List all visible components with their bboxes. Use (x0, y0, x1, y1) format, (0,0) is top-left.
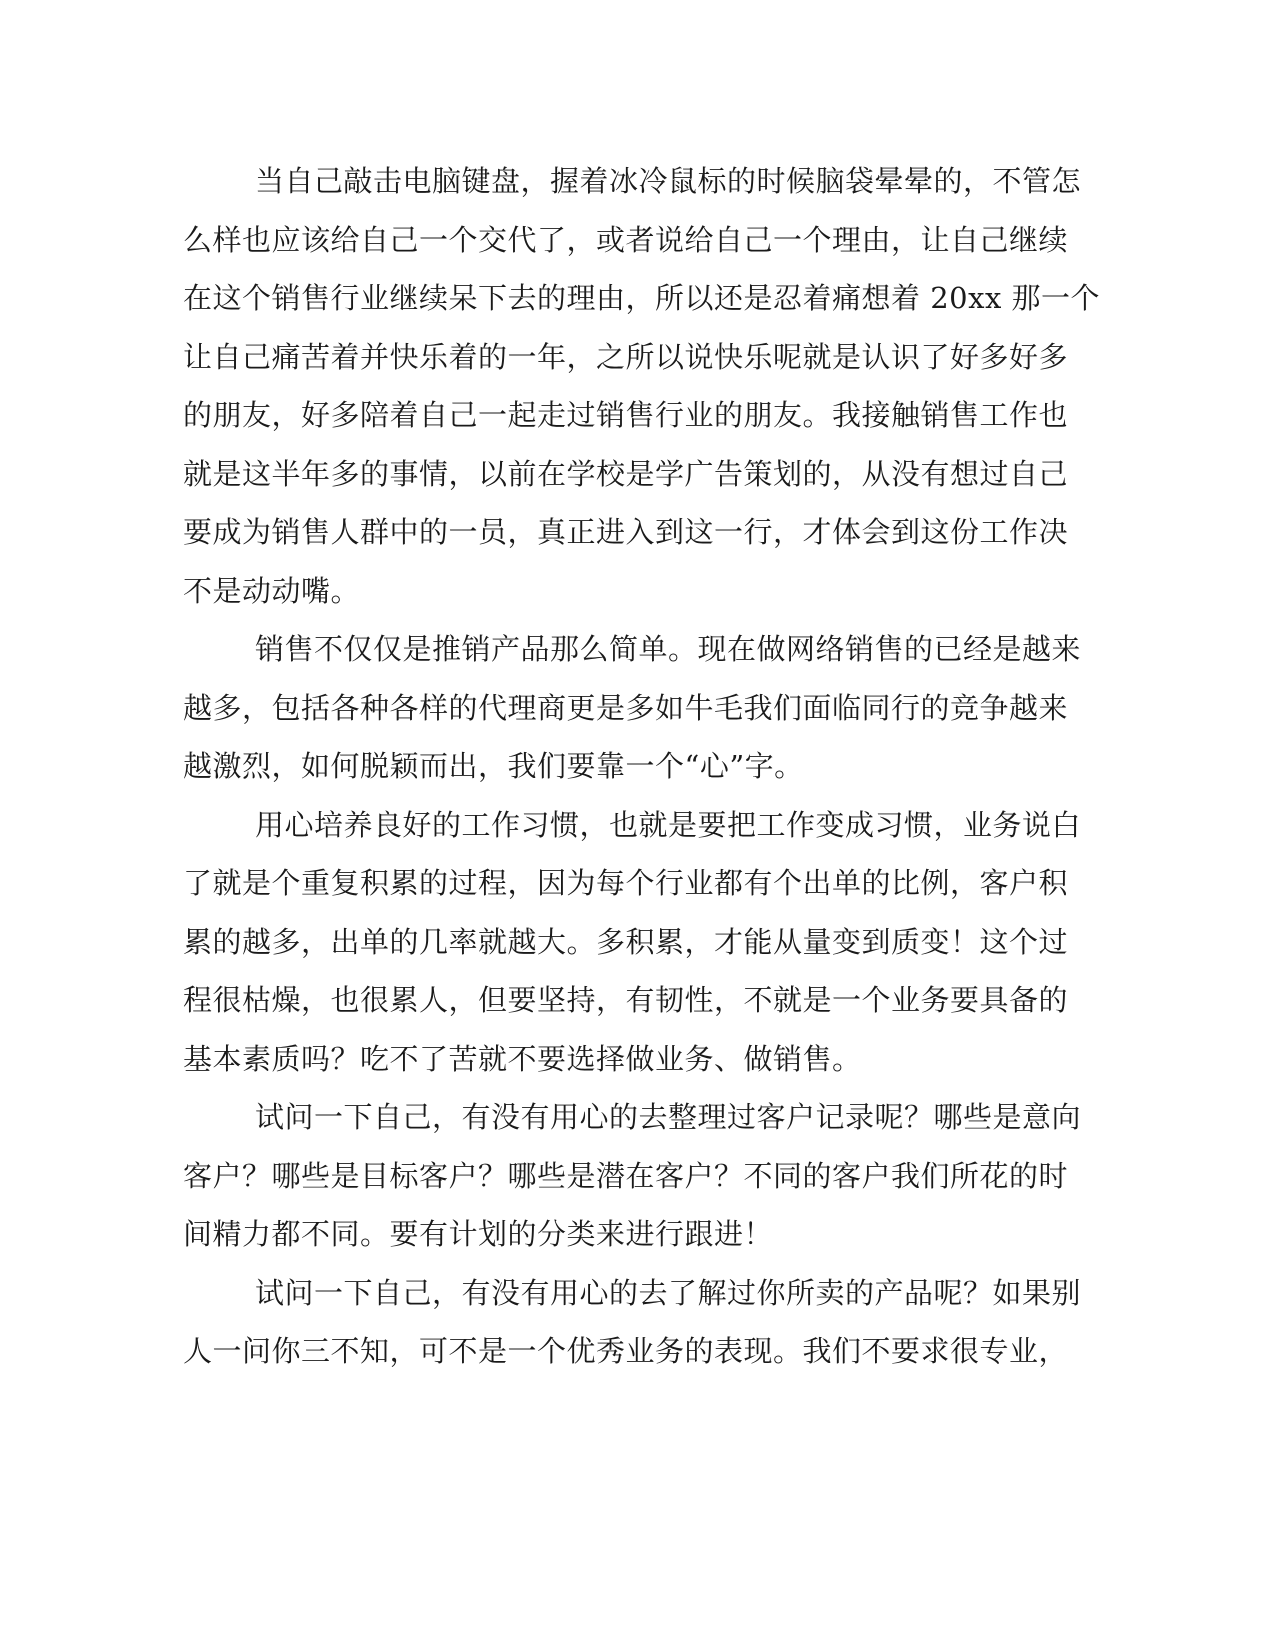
paragraph-5-line-2: 人一问你三不知，可不是一个优秀业务的表现。我们不要求很专业， (183, 1334, 1069, 1368)
paragraph-2-line-3: 越激烈，如何脱颖而出，我们要靠一个“心”字。 (183, 749, 804, 783)
paragraph-1-line-2: 么样也应该给自己一个交代了，或者说给自己一个理由，让自己继续 (183, 222, 1069, 257)
paragraph-4-line-1: 试问一下自己，有没有用心的去整理过客户记录呢？哪些是意向 (255, 1100, 1082, 1134)
paragraph-5-line-1: 试问一下自己，有没有用心的去了解过你所卖的产品呢？如果别 (255, 1275, 1082, 1310)
paragraph-1-line-4: 让自己痛苦着并快乐着的一年，之所以说快乐呢就是认识了好多好多 (183, 339, 1069, 374)
paragraph-1-line-5: 的朋友，好多陪着自己一起走过销售行业的朋友。我接触销售工作也 (183, 398, 1069, 432)
paragraph-1-line-6: 就是这半年多的事情，以前在学校是学广告策划的，从没有想过自己 (183, 456, 1069, 491)
paragraph-4-line-3: 间精力都不同。要有计划的分类来进行跟进！ (183, 1217, 774, 1251)
paragraph-1-line-3: 在这个销售行业继续呆下去的理由，所以还是忍着痛想着 20xx 那一个 (183, 281, 1101, 315)
document-body (183, 152, 1101, 1381)
paragraph-1-line-8: 不是动动嘴。 (183, 573, 361, 608)
paragraph-3-line-2: 了就是个重复积累的过程，因为每个行业都有个出单的比例，客户积 (183, 866, 1069, 900)
paragraph-2-line-1: 销售不仅仅是推销产品那么简单。现在做网络销售的已经是越来 (255, 632, 1082, 666)
paragraph-3-line-5: 基本素质吗？吃不了苦就不要选择做业务、做销售。 (183, 1041, 862, 1076)
paragraph-3-line-1: 用心培养良好的工作习惯，也就是要把工作变成习惯，业务说白 (255, 807, 1082, 842)
paragraph-3-line-3: 累的越多，出单的几率就越大。多积累，才能从量变到质变！这个过 (183, 924, 1069, 959)
paragraph-4-line-2: 客户？哪些是目标客户？哪些是潜在客户？不同的客户我们所花的时 (183, 1158, 1069, 1193)
paragraph-3-line-4: 程很枯燥，也很累人，但要坚持，有韧性，不就是一个业务要具备的 (183, 983, 1069, 1017)
paragraph-1-line-1: 当自己敲击电脑键盘，握着冰冷鼠标的时候脑袋晕晕的，不管怎 (255, 164, 1082, 198)
paragraph-1-line-7: 要成为销售人群中的一员，真正进入到这一行，才体会到这份工作决 (183, 515, 1069, 549)
paragraph-2-line-2: 越多，包括各种各样的代理商更是多如牛毛我们面临同行的竞争越来 (183, 690, 1069, 725)
